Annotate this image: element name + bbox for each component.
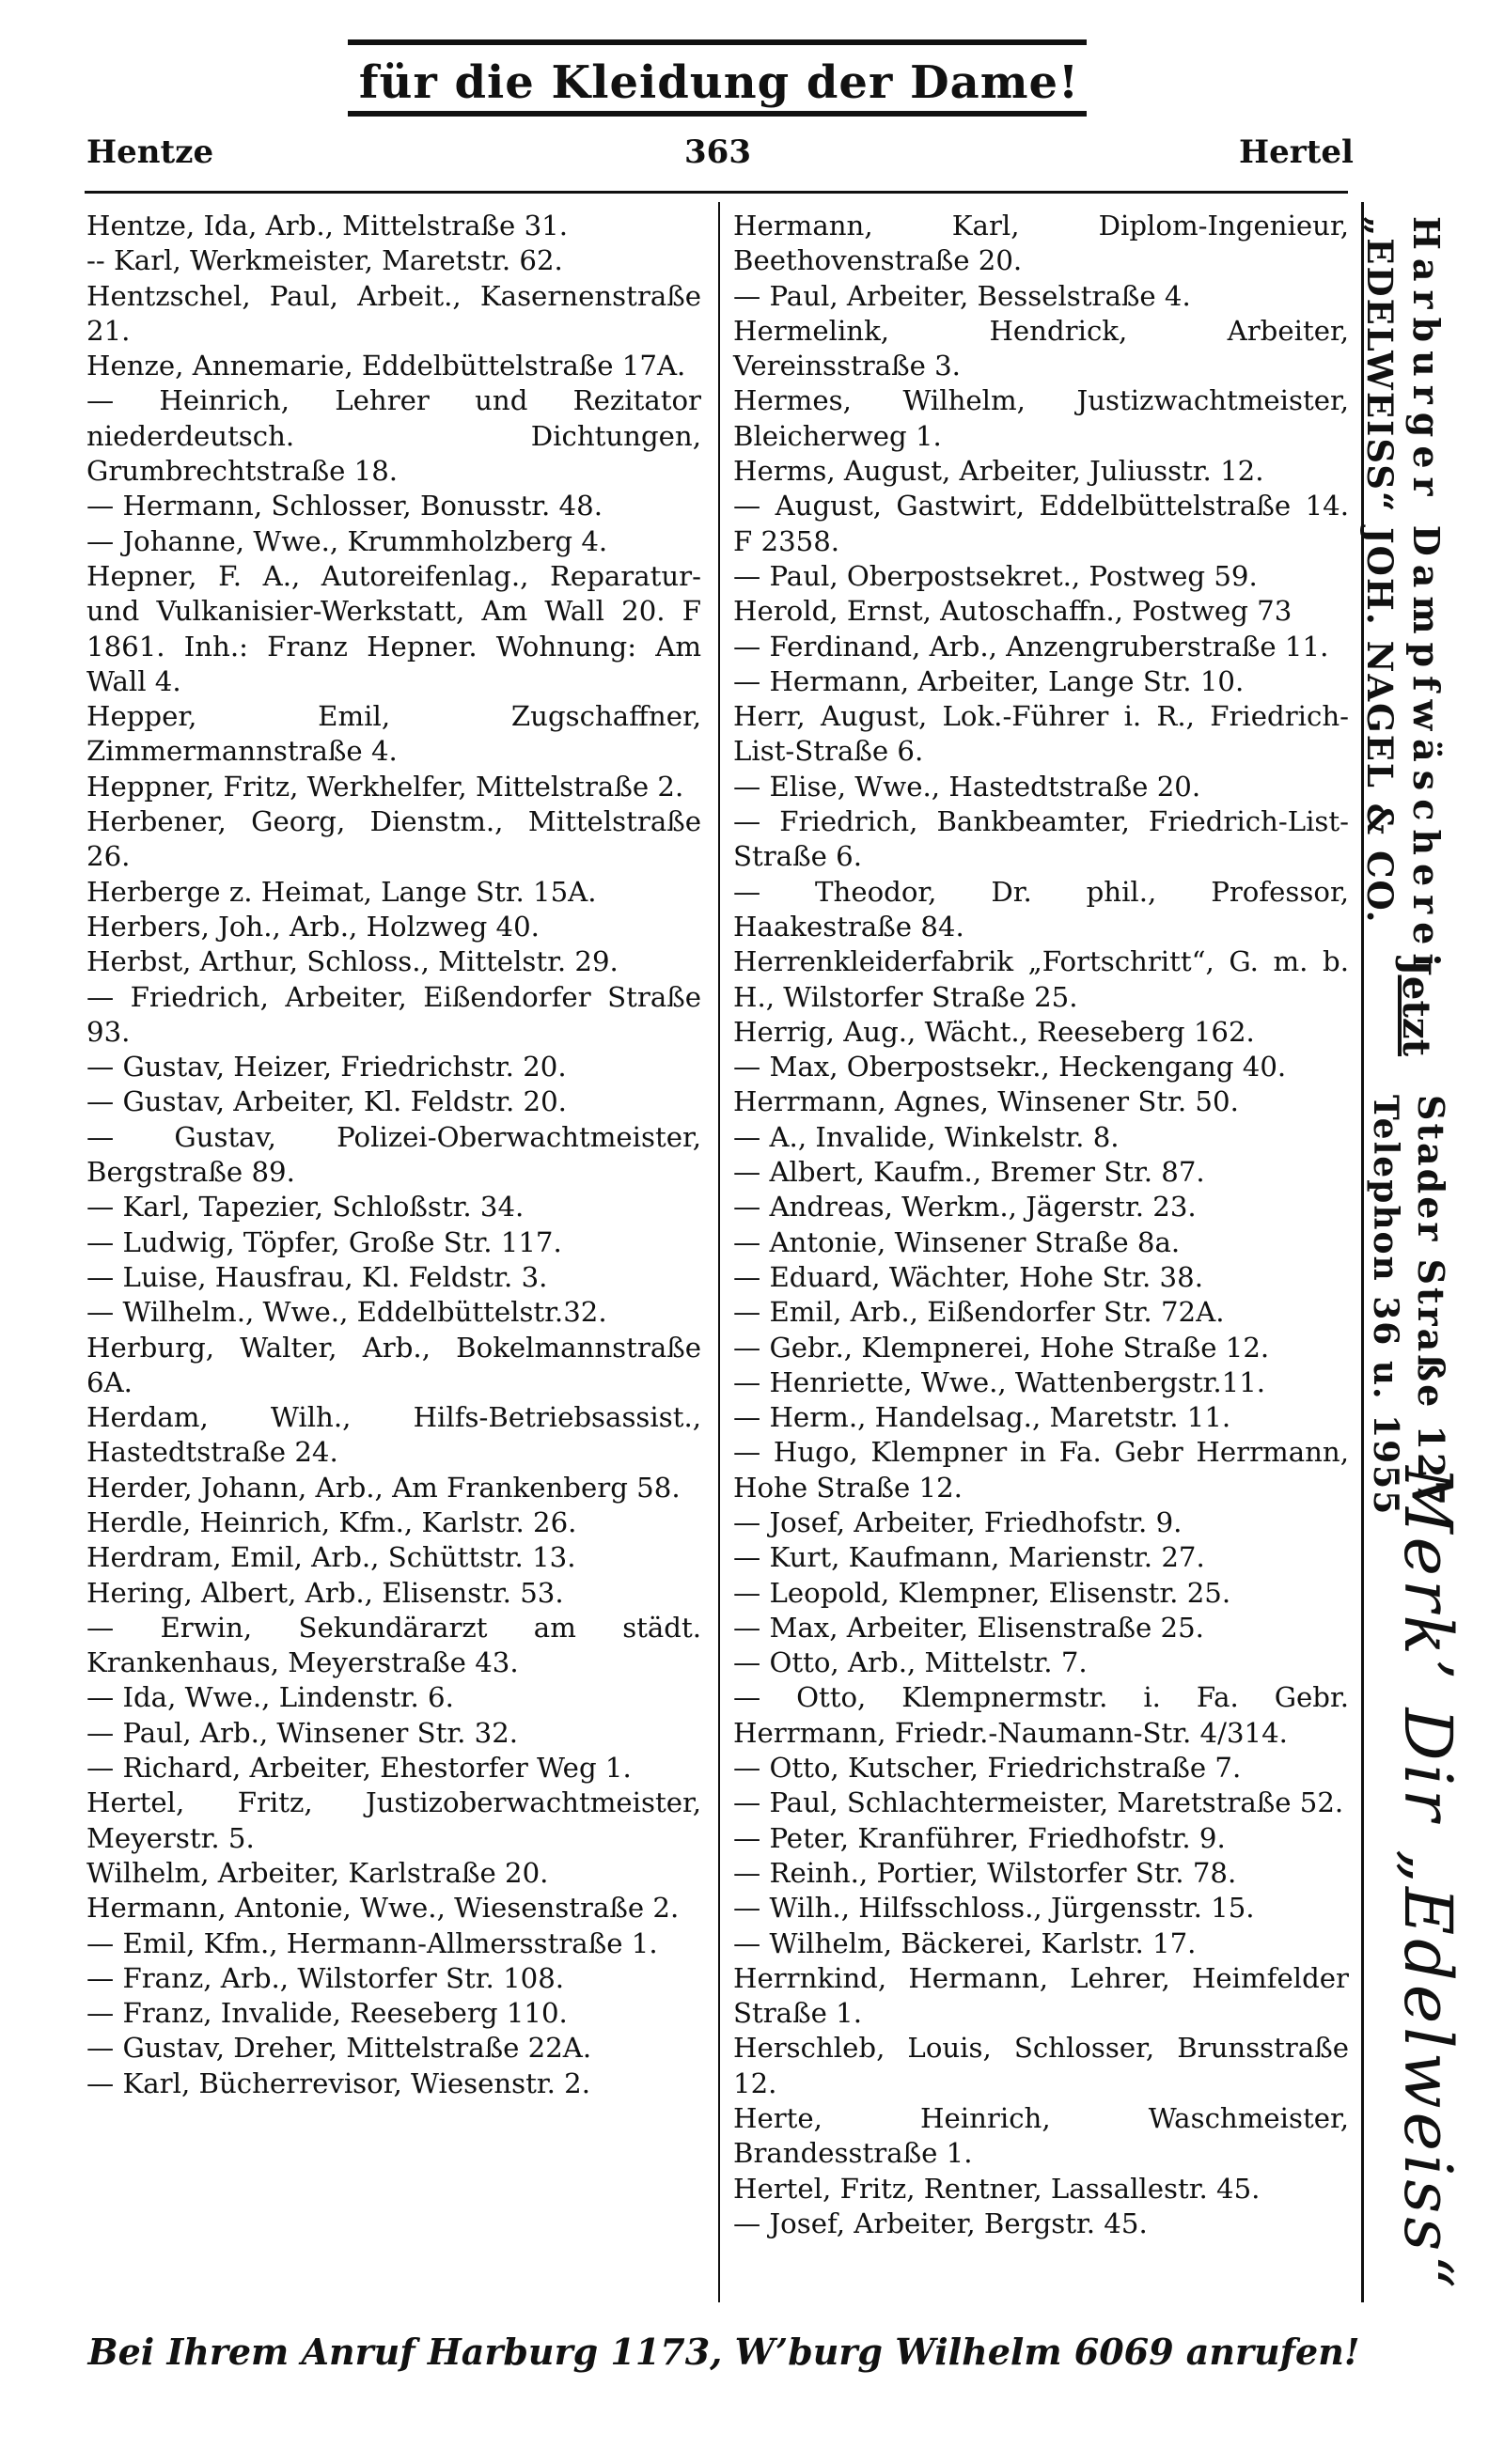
directory-entry: Hermes, Wilhelm, Justizwachtmeister, Bleicherweg 1. — [733, 384, 1349, 452]
directory-entry: Hentze, Ida, Arb., Mittelstraße 31. — [86, 210, 568, 242]
directory-entry: — Franz, Invalide, Reeseberg 110. — [86, 1997, 568, 2030]
directory-entry: — Wilhelm, Bäckerei, Karlstr. 17. — [733, 1926, 1197, 1959]
directory-entry: Herr, August, Lok.-Führer i. R., Friedrich-List-Straße 6. — [733, 700, 1349, 768]
directory-entry: — Paul, Oberpostsekret., Postweg 59. — [733, 559, 1258, 592]
directory-entry: — Emil, Kfm., Hermann-Allmersstraße 1. — [86, 1926, 658, 1959]
directory-entry: — Wilhelm., Wwe., Eddelbüttelstr.32. — [86, 1296, 607, 1329]
directory-entry: — Peter, Kranführer, Friedhofstr. 9. — [733, 1821, 1226, 1854]
directory-entry: Herte, Heinrich, Waschmeister, Brandesstraße 1. — [733, 2102, 1349, 2170]
directory-entry: — Johanne, Wwe., Krummholzberg 4. — [86, 524, 608, 557]
directory-entry: Herburg, Walter, Arb., Bokelmannstraße 6A. — [86, 1331, 701, 1398]
directory-entry: — Andreas, Werkm., Jägerstr. 23. — [733, 1191, 1197, 1224]
directory-entry: — Otto, Arb., Mittelstr. 7. — [733, 1646, 1088, 1679]
directory-entry: Heppner, Fritz, Werkhelfer, Mittelstraße 2. — [86, 770, 684, 803]
directory-entry: — Erwin, Sekundärarzt am städt. Krankenhaus, Meyerstraße 43. — [86, 1611, 701, 1679]
directory-entry: — Friedrich, Bankbeamter, Friedrich-List-Straße 6. — [733, 805, 1349, 873]
directory-entry: Hepper, Emil, Zugschaffner, Zimmermannstraße 4. — [86, 700, 701, 768]
directory-entry: Herdram, Emil, Arb., Schüttstr. 13. — [86, 1541, 576, 1574]
directory-entry: — Wilh., Hilfsschloss., Jürgensstr. 15. — [733, 1892, 1255, 1925]
directory-entry: — Gustav, Polizei-Oberwachtmeister, Bergstraße 89. — [86, 1120, 701, 1189]
directory-entry: Herdam, Wilh., Hilfs-Betriebsassist., Hastedtstraße 24. — [86, 1401, 701, 1469]
directory-entry: — Ludwig, Töpfer, Große Str. 117. — [86, 1225, 562, 1258]
directory-entry: — Herm., Handelsag., Maretstr. 11. — [733, 1401, 1231, 1434]
side-ad-slogan: Merk’ Dir „Edelweiss“ — [1389, 1466, 1466, 2293]
directory-entry: — Karl, Bücherrevisor, Wiesenstr. 2. — [86, 2066, 591, 2099]
directory-entry: -- Karl, Werkmeister, Maretstr. 62. — [86, 244, 563, 277]
directory-entry: Hering, Albert, Arb., Elisenstr. 53. — [86, 1576, 564, 1609]
directory-entry: Herschleb, Louis, Schlosser, Brunsstraße 12. — [733, 2032, 1349, 2099]
directory-entry: Herrig, Aug., Wächt., Reeseberg 162. — [733, 1015, 1255, 1048]
directory-entry: Hentzschel, Paul, Arbeit., Kasernenstraße 21. — [86, 279, 701, 347]
directory-entry: — Paul, Arbeiter, Besselstraße 4. — [733, 279, 1191, 312]
directory-entry: — Gustav, Heizer, Friedrichstr. 20. — [86, 1051, 567, 1084]
directory-entry: Herbers, Joh., Arb., Holzweg 40. — [86, 910, 540, 943]
directory-entry: — Ida, Wwe., Lindenstr. 6. — [86, 1681, 454, 1714]
directory-entry: Wilhelm, Arbeiter, Karlstraße 20. — [86, 1856, 549, 1889]
directory-entry: Hermann, Antonie, Wwe., Wiesenstraße 2. — [86, 1892, 680, 1925]
directory-entry: Herrnkind, Hermann, Lehrer, Heimfelder Straße 1. — [733, 1961, 1349, 2030]
left-column — [86, 209, 701, 2101]
directory-entry: Herbener, Georg, Dienstm., Mittelstraße 26. — [86, 805, 701, 873]
banner-top-rule — [348, 39, 1087, 45]
directory-entry: Herder, Johann, Arb., Am Frankenberg 58. — [86, 1471, 681, 1504]
banner-text: für die Kleidung der Dame! — [358, 56, 1080, 109]
side-ad-line2: „EDELWEISS“ JOH. NAGEL & CO. — [1359, 216, 1401, 925]
directory-entry: Herdle, Heinrich, Kfm., Karlstr. 26. — [86, 1505, 577, 1538]
right-column — [733, 209, 1349, 2241]
directory-entry: Herrmann, Agnes, Winsener Str. 50. — [733, 1085, 1239, 1118]
side-ad-address: Stader Straße 127 — [1410, 1095, 1452, 1508]
directory-entry: — Max, Arbeiter, Elisenstraße 25. — [733, 1611, 1204, 1644]
page-number: 363 — [684, 133, 751, 171]
directory-entry: — Max, Oberpostsekr., Heckengang 40. — [733, 1051, 1287, 1084]
directory-entry: — Paul, Arb., Winsener Str. 32. — [86, 1716, 519, 1749]
directory-entry: Herold, Ernst, Autoschaffn., Postweg 73 — [733, 595, 1292, 628]
directory-entry: — Gebr., Klempnerei, Hohe Straße 12. — [733, 1331, 1270, 1364]
directory-entry: — Antonie, Winsener Straße 8a. — [733, 1225, 1181, 1258]
directory-entry: Hertel, Fritz, Justizoberwachtmeister, Meyerstr. 5. — [86, 1786, 701, 1854]
directory-entry: — Eduard, Wächter, Hohe Str. 38. — [733, 1260, 1203, 1293]
directory-entry: — Friedrich, Arbeiter, Eißendorfer Straße 93. — [86, 980, 701, 1048]
directory-entry: — Franz, Arb., Wilstorfer Str. 108. — [86, 1961, 565, 1994]
column-divider — [718, 202, 720, 2302]
directory-entry: Hermann, Karl, Diplom-Ingenieur, Beethovenstraße 20. — [733, 210, 1349, 277]
side-ad-jetzt: Jetzt — [1394, 959, 1438, 1057]
directory-entry: — Reinh., Portier, Wilstorfer Str. 78. — [733, 1856, 1237, 1889]
directory-entry: — Otto, Klempnermstr. i. Fa. Gebr. Herrmann, Friedr.-Naumann-Str. 4/314. — [733, 1681, 1349, 1749]
directory-entry: — Elise, Wwe., Hastedtstraße 20. — [733, 770, 1201, 803]
directory-entry: — Henriette, Wwe., Wattenbergstr.11. — [733, 1365, 1266, 1398]
directory-entry: — Gustav, Dreher, Mittelstraße 22A. — [86, 2032, 592, 2065]
directory-entry: — Leopold, Klempner, Elisenstr. 25. — [733, 1576, 1231, 1609]
directory-entry: Herbst, Arthur, Schloss., Mittelstr. 29. — [86, 945, 619, 978]
directory-entry: — Hermann, Arbeiter, Lange Str. 10. — [733, 664, 1245, 697]
directory-entry: — A., Invalide, Winkelstr. 8. — [733, 1120, 1120, 1153]
directory-entry: Hermelink, Hendrick, Arbeiter, Vereinsstraße 3. — [733, 314, 1349, 382]
directory-entry: Hertel, Fritz, Rentner, Lassallestr. 45. — [733, 2172, 1261, 2205]
side-ad-line1: Harburger Dampfwäscherei — [1405, 216, 1448, 975]
directory-entry: — Hugo, Klempner in Fa. Gebr Herrmann, Hohe Straße 12. — [733, 1436, 1349, 1504]
directory-entry: — Hermann, Schlosser, Bonusstr. 48. — [86, 490, 603, 522]
directory-entry: — Ferdinand, Arb., Anzengruberstraße 11. — [733, 630, 1329, 663]
directory-entry: — Gustav, Arbeiter, Kl. Feldstr. 20. — [86, 1085, 567, 1118]
directory-entry: — Karl, Tapezier, Schloßstr. 34. — [86, 1191, 525, 1224]
directory-entry: — Albert, Kaufm., Bremer Str. 87. — [733, 1156, 1205, 1189]
directory-entry: — Richard, Arbeiter, Ehestorfer Weg 1. — [86, 1752, 632, 1785]
directory-entry: — Josef, Arbeiter, Friedhofstr. 9. — [733, 1505, 1183, 1538]
header-left-keyword: Hentze — [86, 133, 214, 171]
side-ad-phone: Telephon 36 u. 1955 — [1366, 1095, 1405, 1517]
header-rule — [85, 191, 1348, 194]
directory-entry: Henze, Annemarie, Eddelbüttelstraße 17A. — [86, 350, 686, 382]
directory-entry: — Emil, Arb., Eißendorfer Str. 72A. — [733, 1296, 1225, 1329]
directory-entry: — August, Gastwirt, Eddelbüttelstraße 14. F 2358. — [733, 490, 1349, 557]
directory-entry: Herrenkleiderfabrik „Fortschritt“, G. m. b. H., Wilstorfer Straße 25. — [733, 945, 1349, 1013]
header-right-keyword: Hertel — [1239, 133, 1354, 171]
directory-entry: Hepner, F. A., Autoreifenlag., Reparatur- und Vulkanisier-Werkstatt, Am Wall 20. F 1861. Inh.: Franz Hepner. Wohnung: Am Wall 4. — [86, 559, 701, 697]
footer-advert: Bei Ihrem Anruf Harburg 1173, W’burg Wilhelm 6069 anrufen! — [87, 2331, 1360, 2373]
directory-entry: Herms, August, Arbeiter, Juliusstr. 12. — [733, 455, 1264, 488]
directory-entry: — Paul, Schlachtermeister, Maretstraße 52. — [733, 1786, 1344, 1819]
directory-entry: — Otto, Kutscher, Friedrichstraße 7. — [733, 1752, 1242, 1785]
directory-entry: — Kurt, Kaufmann, Marienstr. 27. — [733, 1541, 1205, 1574]
directory-entry: — Theodor, Dr. phil., Professor, Haakestraße 84. — [733, 875, 1349, 943]
banner-bottom-rule — [348, 111, 1087, 117]
directory-entry: — Luise, Hausfrau, Kl. Feldstr. 3. — [86, 1260, 548, 1293]
directory-entry: — Josef, Arbeiter, Bergstr. 45. — [733, 2207, 1148, 2239]
directory-entry: — Heinrich, Lehrer und Rezitator niederdeutsch. Dichtungen, Grumbrechtstraße 18. — [86, 384, 701, 488]
directory-entry: Herberge z. Heimat, Lange Str. 15A. — [86, 875, 597, 908]
